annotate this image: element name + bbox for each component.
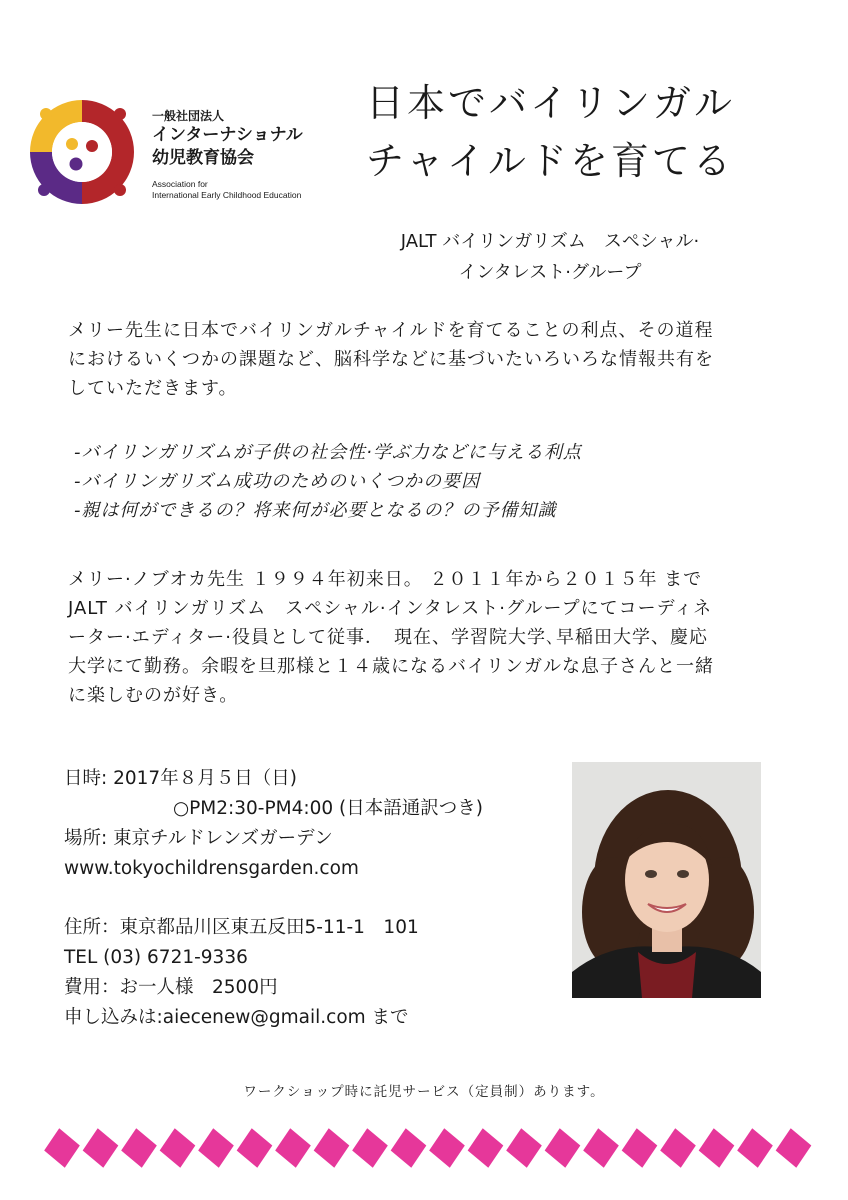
decorative-diamond-band [44, 1122, 824, 1174]
logo-face-dot-1 [66, 138, 78, 150]
band-diamond [80, 1126, 121, 1171]
title-line-2: チャイルドを育てる [366, 139, 734, 183]
org-english-line-2: International Early Childhood Education [152, 190, 302, 200]
page-title [366, 74, 735, 190]
bio-line-1: メリー·ノブオカ先生 １９９４年初来日。 ２０１１年から２０１５年 まで [68, 569, 703, 590]
band-diamond [349, 1126, 390, 1171]
venue-address: 住所：東京都品川区東五反田5-11-1 101 [64, 917, 419, 938]
band-diamond [426, 1126, 467, 1171]
intro-line-2: におけるいくつかの課題など、脳科学などに基づいたいろいろな情報共有を [68, 349, 714, 370]
band-diamond [696, 1126, 737, 1171]
venue-phone: TEL (03) 6721-9336 [64, 947, 248, 968]
band-diamond [44, 1126, 83, 1171]
org-line-2: インターナショナル [152, 125, 303, 145]
band-diamond [542, 1126, 583, 1171]
subtitle [300, 226, 800, 288]
organization-name [152, 108, 303, 201]
topic-item: -バイリンガリズムが子供の社会性·学ぶ力などに与える利点 [74, 442, 582, 463]
event-details [64, 764, 483, 1033]
association-logo [28, 98, 136, 206]
event-fee: 費用：お一人様 2500円 [64, 977, 278, 998]
band-diamond [619, 1126, 660, 1171]
band-diamond [773, 1126, 814, 1171]
childcare-note: ワークショップ時に託児サービス（定員制）あります。 [243, 1084, 605, 1100]
band-diamond [157, 1126, 198, 1171]
intro-line-1: メリー先生に日本でバイリンガルチャイルドを育てることの利点、その道程 [68, 320, 714, 341]
topic-item: -バイリンガリズム成功のためのいくつかの要因 [74, 471, 481, 492]
title-line-1: 日本でバイリンガル [366, 81, 736, 125]
band-diamond [195, 1126, 236, 1171]
band-diamond [234, 1126, 275, 1171]
subtitle-line-1: JALT バイリンガリズム スペシャル· [400, 231, 700, 252]
application-email[interactable]: 申し込みは:aiecenew@gmail.com まで [64, 1007, 409, 1028]
org-line-3: 幼児教育協会 [152, 148, 254, 168]
speaker-bio [68, 565, 788, 710]
event-date: 日時: 2017年８月５日（日) [64, 768, 297, 789]
logo-face-dot-2 [86, 140, 98, 152]
org-english-line-1: Association for [152, 179, 208, 189]
band-diamond [465, 1126, 506, 1171]
venue-website-link[interactable]: www.tokyochildrensgarden.com [64, 858, 359, 879]
org-english-name [152, 179, 303, 201]
band-diamond [118, 1126, 159, 1171]
event-venue: 場所: 東京チルドレンズガーデン [64, 828, 333, 849]
intro-paragraph [68, 316, 788, 403]
band-diamond [503, 1126, 544, 1171]
org-line-1: 一般社団法人 [152, 109, 225, 123]
bio-line-3: ーター·エディター·役員として従事． 現在、学習院大学､早稲田大学、慶応 [68, 627, 708, 648]
band-diamond [311, 1126, 352, 1171]
band-diamond [657, 1126, 698, 1171]
intro-line-3: していただきます。 [68, 378, 238, 399]
event-time: ○PM2:30-PM4:00 (日本語通訳つき) [173, 798, 483, 819]
subtitle-line-2: インタレスト·グループ [458, 262, 642, 283]
band-diamond [734, 1126, 775, 1171]
topic-item: -親は何ができるの？将来何が必要となるの？の予備知識 [74, 500, 557, 521]
band-diamond [388, 1126, 429, 1171]
bio-line-4: 大学にて勤務。余暇を旦那様と１４歳になるバイリンガルな息子さんと一緒 [68, 656, 714, 677]
bio-line-2: JALT バイリンガリズム スペシャル·インタレスト·グループにてコーディネ [68, 598, 713, 619]
band-diamond [272, 1126, 313, 1171]
bio-line-5: に楽しむのが好き。 [68, 685, 239, 706]
topic-list [74, 438, 582, 525]
band-diamond [580, 1126, 621, 1171]
speaker-photo [572, 762, 761, 998]
logo-face-dot-3 [70, 158, 83, 171]
